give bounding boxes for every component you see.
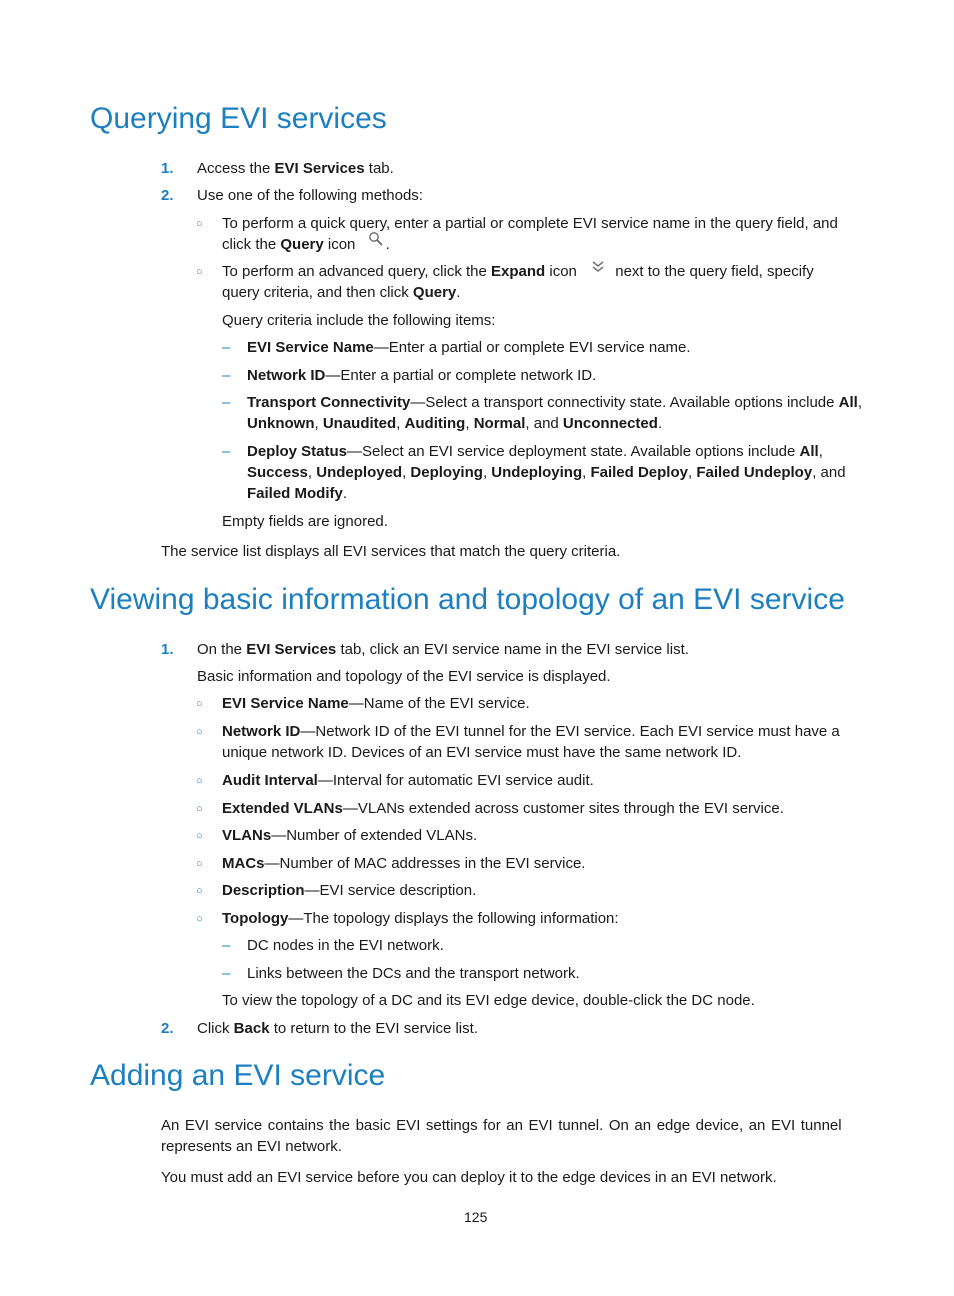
bullet-circle: ○ — [196, 858, 203, 870]
heading-viewing-basic-information: Viewing basic information and topology of an EVI service — [90, 583, 845, 616]
heading-querying-evi-services: Querying EVI services — [90, 102, 387, 135]
bullet-circle: ○ — [196, 726, 203, 738]
double-chevron-down-icon — [591, 259, 605, 280]
bullet-circle: ○ — [196, 266, 203, 278]
field-macs: MACs—Number of MAC addresses in the EVI service. — [222, 855, 586, 872]
bullet-circle: ○ — [196, 830, 203, 842]
criterion-transport-connectivity: Transport Connectivity—Select a transport connectivity state. Available options include All, Unknown, Unaudited, Auditing, Normal, and Unconnected. — [247, 394, 863, 432]
step-result-note: Basic information and topology of the EVI service is displayed. — [197, 668, 611, 685]
step-access-tab: Access the EVI Services tab. — [197, 160, 394, 177]
field-audit-interval: Audit Interval—Interval for automatic EVI service audit. — [222, 772, 594, 789]
step-number: 2. — [161, 187, 174, 204]
bullet-dash: – — [222, 965, 231, 982]
field-topology: Topology—The topology displays the following information: — [222, 910, 619, 927]
topology-dc-nodes: DC nodes in the EVI network. — [247, 937, 444, 954]
paragraph-evi-service-intro: An EVI service contains the basic EVI settings for an EVI tunnel. On an edge device, an EVI tunnel represents an EVI network. — [161, 1117, 842, 1155]
method-advanced-query: To perform an advanced query, click the Expand icon next to the query field, specify query criteria, and then click Query. — [222, 261, 814, 303]
bullet-dash: – — [222, 367, 231, 384]
empty-fields-note: Empty fields are ignored. — [222, 513, 388, 530]
criterion-evi-service-name: EVI Service Name—Enter a partial or complete EVI service name. — [247, 339, 691, 356]
paragraph-add-before-deploy: You must add an EVI service before you can deploy it to the edge devices in an EVI network. — [161, 1169, 777, 1186]
criterion-deploy-status: Deploy Status—Select an EVI service deployment state. Available options include All, Success, Undeployed, Deploying, Undeploying, Failed Deploy, Failed Undeploy, and Failed Modify. — [247, 443, 846, 502]
topology-links: Links between the DCs and the transport network. — [247, 965, 580, 982]
field-extended-vlans: Extended VLANs—VLANs extended across customer sites through the EVI service. — [222, 800, 784, 817]
step-number: 1. — [161, 160, 174, 177]
bullet-circle: ○ — [196, 218, 203, 230]
bullet-dash: – — [222, 339, 231, 356]
criteria-intro: Query criteria include the following items: — [222, 312, 496, 329]
criterion-network-id: Network ID—Enter a partial or complete network ID. — [247, 367, 597, 384]
field-vlans: VLANs—Number of extended VLANs. — [222, 827, 478, 844]
step-click-back: Click Back to return to the EVI service list. — [197, 1020, 478, 1037]
step-click-service-name: On the EVI Services tab, click an EVI service name in the EVI service list. — [197, 641, 689, 658]
service-list-summary: The service list displays all EVI services that match the query criteria. — [161, 543, 621, 560]
bullet-circle: ○ — [196, 698, 203, 710]
field-evi-service-name: EVI Service Name—Name of the EVI service. — [222, 695, 530, 712]
bullet-circle: ○ — [196, 775, 203, 787]
topology-note: To view the topology of a DC and its EVI edge device, double-click the DC node. — [222, 992, 755, 1009]
bullet-circle: ○ — [196, 803, 203, 815]
magnifier-icon — [368, 231, 386, 253]
step-number: 1. — [161, 641, 174, 658]
heading-adding-evi-service: Adding an EVI service — [90, 1059, 386, 1092]
step-use-methods: Use one of the following methods: — [197, 187, 423, 204]
bullet-circle: ○ — [196, 885, 203, 897]
bullet-dash: – — [222, 394, 231, 411]
bullet-circle: ○ — [196, 913, 203, 925]
bullet-dash: – — [222, 937, 231, 954]
field-description: Description—EVI service description. — [222, 882, 477, 899]
bullet-dash: – — [222, 443, 231, 460]
page-number: 125 — [464, 1209, 488, 1225]
field-network-id: Network ID—Network ID of the EVI tunnel for the EVI service. Each EVI service must have a unique network ID. Devices of an EVI service must have the same network ID. — [222, 723, 840, 761]
step-number: 2. — [161, 1020, 174, 1037]
method-quick-query: To perform a quick query, enter a partial or complete EVI service name in the query field, and click the Query icon . — [222, 215, 838, 253]
